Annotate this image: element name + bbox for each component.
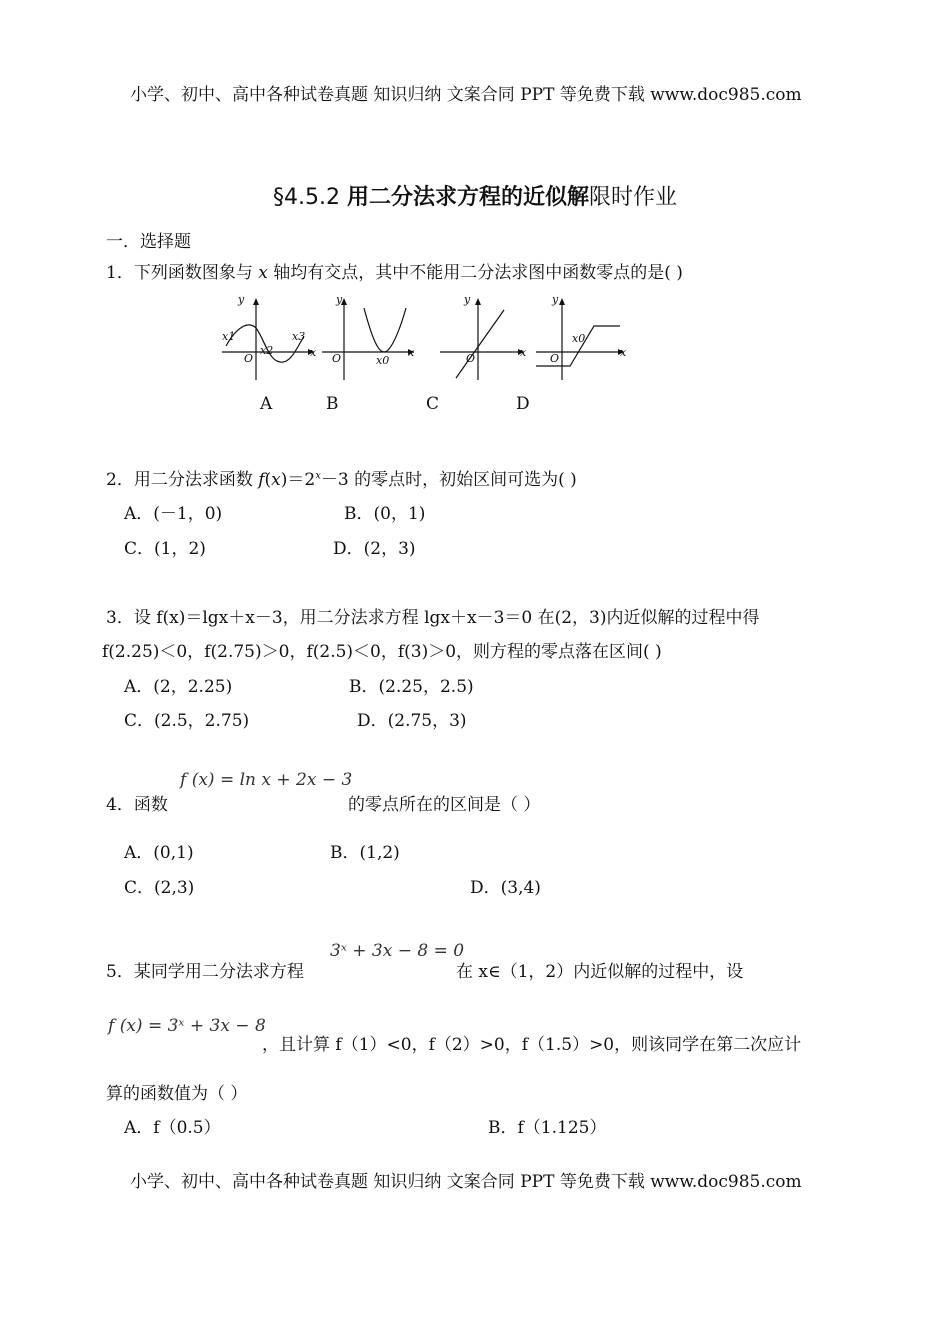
q4-option-d: D．(3,4) — [470, 878, 541, 898]
graph-c-origin: O — [466, 352, 476, 365]
graph-b-x-label: x — [408, 346, 415, 359]
q4-option-b: B．(1,2) — [330, 843, 400, 863]
q5-equation1: 3ˣ + 3x − 8 = 0 — [330, 941, 465, 961]
q3-option-b: B．(2.25，2.5) — [349, 677, 474, 697]
q2-option-a: A．(－1，0) — [124, 504, 223, 524]
graph-d-origin: O — [550, 352, 560, 365]
q1-graphs — [218, 290, 638, 382]
q1-text: 1．下列函数图象与 x 轴均有交点，其中不能用二分法求图中函数零点的是( ) — [106, 263, 683, 283]
q4-equation: f (x) = ln x + 2x − 3 — [180, 770, 353, 790]
graph-d — [536, 293, 627, 380]
graph-c-x-label: x — [520, 346, 527, 359]
q4-prefix: 4．函数 — [106, 795, 168, 815]
q3-option-a: A．(2，2.25) — [124, 677, 233, 697]
q2-option-c: C．(1，2) — [124, 539, 206, 559]
graph-c — [440, 293, 527, 380]
q5-option-a: A．f（0.5） — [124, 1118, 221, 1138]
graph-label-d: D — [516, 394, 530, 414]
q4-option-c: C．(2,3) — [124, 878, 195, 898]
q5-line3: 算的函数值为（ ） — [106, 1084, 248, 1104]
q5-equation2: f (x) = 3ˣ + 3x − 8 — [108, 1016, 266, 1036]
graph-b-y-label: y — [336, 293, 343, 306]
q5-mid: 在 x∈（1，2）内近似解的过程中，设 — [456, 962, 744, 982]
graph-a-mark-x1: x1 — [222, 330, 236, 343]
q2-option-b: B．(0，1) — [344, 504, 426, 524]
graph-a-origin: O — [244, 352, 254, 365]
q3-option-d: D．(2.75，3) — [357, 711, 467, 731]
graph-a-x-label: x — [310, 346, 317, 359]
section-heading: 一．选择题 — [106, 232, 191, 252]
graph-label-a: A — [260, 394, 273, 414]
q4-suffix: 的零点所在的区间是（ ） — [348, 795, 541, 815]
graph-d-mark-x0: x0 — [572, 332, 586, 345]
graph-d-y-label: y — [552, 293, 559, 306]
graph-a-mark-x2: x2 — [260, 344, 274, 357]
title-section: §4.5.2 — [272, 185, 347, 210]
q2-text: 2．用二分法求函数 $f(x)=2^x-3$ 的零点时，初始区间可选为( ) — [106, 470, 577, 490]
graph-b-origin: O — [332, 352, 342, 365]
graph-c-y-label: y — [464, 293, 471, 306]
graph-a-y-label: y — [238, 293, 245, 306]
q4-option-a: A．(0,1) — [124, 843, 194, 863]
q2-option-d: D．(2，3) — [333, 539, 416, 559]
q3-option-c: C．(2.5，2.75) — [124, 711, 250, 731]
q3-line1: 3．设 f(x)＝lgx＋x－3，用二分法求方程 lgx＋x－3＝0 在(2，3)内近似解的过程中得 — [106, 608, 760, 628]
title-bold: 用二分法求方程的近似解 — [346, 185, 589, 210]
graph-b-mark-x0: x0 — [376, 354, 390, 367]
graph-b — [322, 293, 415, 380]
page-header: 小学、初中、高中各种试卷真题 知识归纳 文案合同 PPT 等免费下载 www.doc985.com — [130, 85, 802, 105]
q5-option-b: B．f（1.125） — [488, 1118, 607, 1138]
page-title — [0, 180, 950, 211]
q5-line2: ，且计算 f（1）<0，f（2）>0，f（1.5）>0，则该同学在第二次应计 — [262, 1035, 802, 1055]
graph-a-mark-x3: x3 — [292, 330, 306, 343]
graph-label-b: B — [326, 394, 339, 414]
q5-prefix: 5．某同学用二分法求方程 — [106, 962, 304, 982]
page-footer: 小学、初中、高中各种试卷真题 知识归纳 文案合同 PPT 等免费下载 www.doc985.com — [130, 1172, 802, 1192]
graph-d-x-label: x — [620, 346, 627, 359]
graph-label-c: C — [426, 394, 440, 414]
q3-line2: f(2.25)＜0，f(2.75)＞0，f(2.5)＜0，f(3)＞0，则方程的零点落在区间( ) — [102, 642, 662, 662]
title-tail: 限时作业 — [588, 185, 677, 210]
